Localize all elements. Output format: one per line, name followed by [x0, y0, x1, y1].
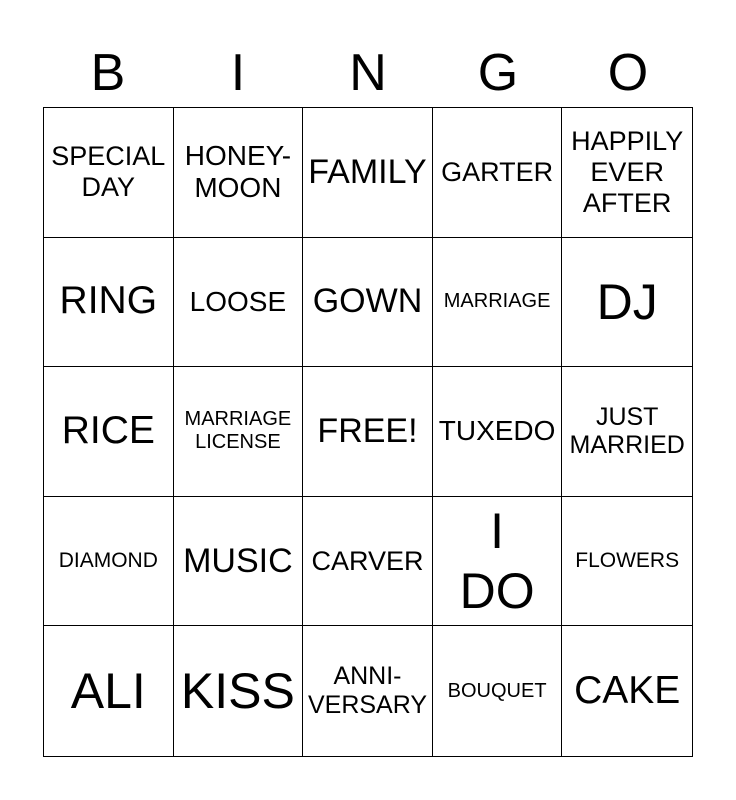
bingo-cell[interactable]: MARRIAGE: [433, 238, 563, 368]
bingo-cell[interactable]: RING: [44, 238, 174, 368]
bingo-cell[interactable]: ALI: [44, 626, 174, 756]
bingo-cell[interactable]: RICE: [44, 367, 174, 497]
bingo-cell[interactable]: HAPPILY EVER AFTER: [562, 108, 692, 238]
header-letter-b: B: [90, 44, 126, 102]
bingo-cell[interactable]: HONEY- MOON: [174, 108, 304, 238]
bingo-cell[interactable]: GARTER: [433, 108, 563, 238]
bingo-cell[interactable]: DIAMOND: [44, 497, 174, 627]
header-letter-i: I: [230, 44, 246, 102]
bingo-cell[interactable]: ANNI- VERSARY: [303, 626, 433, 756]
bingo-cell[interactable]: FLOWERS: [562, 497, 692, 627]
bingo-cell[interactable]: TUXEDO: [433, 367, 563, 497]
bingo-header: [43, 38, 693, 108]
bingo-cell[interactable]: FREE!: [303, 367, 433, 497]
bingo-cell[interactable]: MUSIC: [174, 497, 304, 627]
header-letter-o: O: [607, 44, 649, 102]
bingo-cell[interactable]: KISS: [174, 626, 304, 756]
bingo-cell[interactable]: JUST MARRIED: [562, 367, 692, 497]
bingo-cell[interactable]: GOWN: [303, 238, 433, 368]
bingo-cell[interactable]: BOUQUET: [433, 626, 563, 756]
header-letter-n: N: [349, 44, 387, 102]
bingo-cell[interactable]: LOOSE: [174, 238, 304, 368]
bingo-cell[interactable]: CARVER: [303, 497, 433, 627]
bingo-cell[interactable]: SPECIAL DAY: [44, 108, 174, 238]
header-letter-g: G: [477, 44, 519, 102]
bingo-cell[interactable]: FAMILY: [303, 108, 433, 238]
bingo-cell[interactable]: CAKE: [574, 668, 681, 712]
bingo-cell[interactable]: DJ: [562, 238, 692, 368]
bingo-card: [43, 107, 693, 757]
bingo-cell[interactable]: MARRIAGE LICENSE: [174, 367, 304, 497]
bingo-cell[interactable]: I DO: [433, 497, 563, 627]
